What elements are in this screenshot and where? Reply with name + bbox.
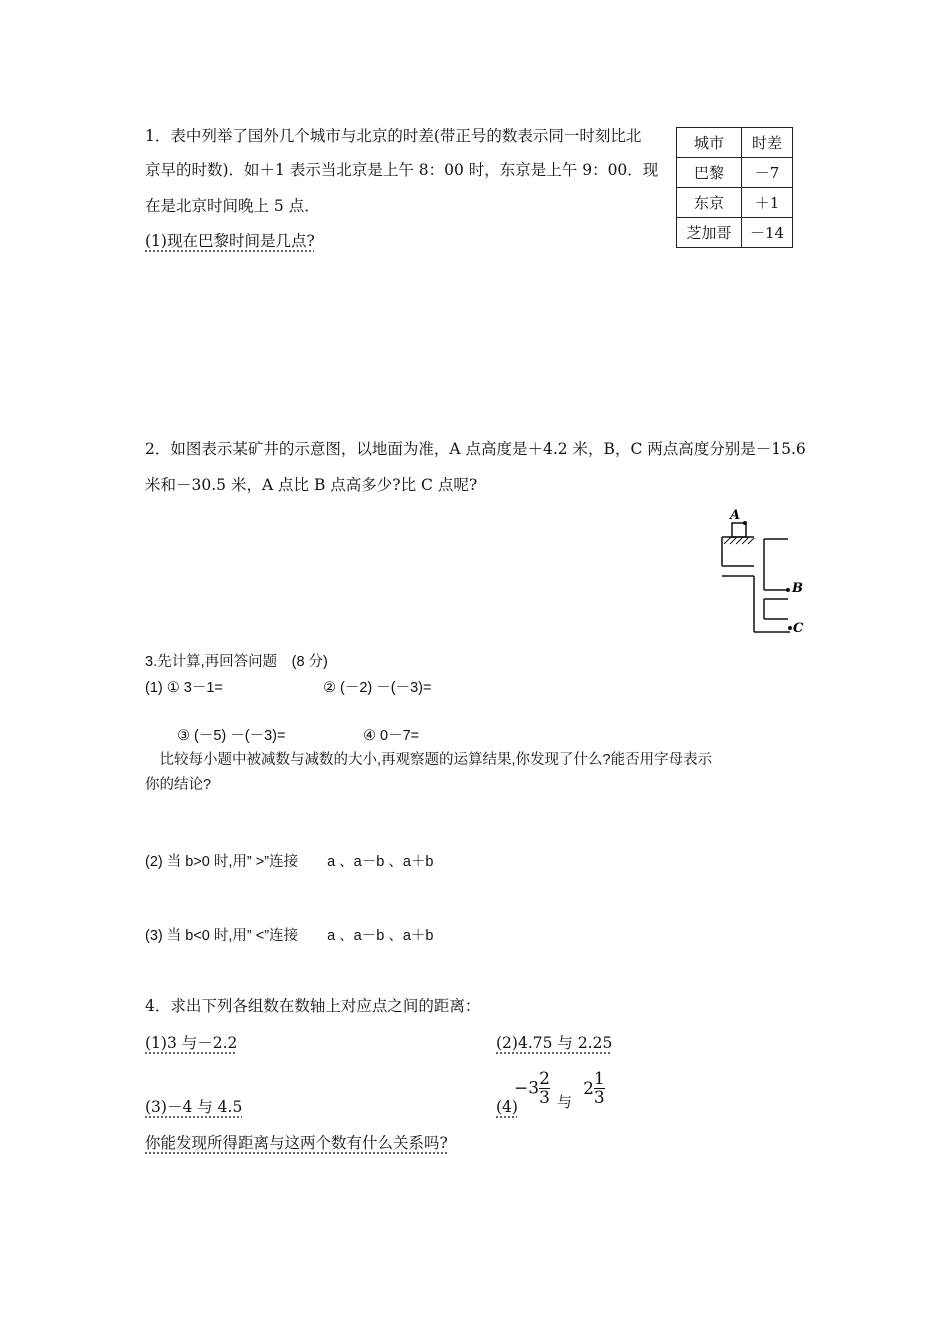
table-cell: 巴黎 bbox=[677, 158, 742, 188]
q3-row1-b: ② (－2) －(－3)= bbox=[323, 680, 432, 696]
mixed-fraction-expression bbox=[514, 1070, 605, 1112]
mixed1-denominator: 3 bbox=[539, 1088, 550, 1108]
q3-row1-a: (1) ① 3－1= bbox=[145, 680, 223, 696]
table-cell: 芝加哥 bbox=[677, 218, 742, 248]
mine-shaft-diagram bbox=[714, 506, 814, 636]
point-a bbox=[743, 521, 747, 525]
q4-part4-and: 与 bbox=[556, 1093, 572, 1111]
q3-title: 3.先计算,再回答问题 (8 分) bbox=[145, 654, 328, 670]
table-header-row bbox=[677, 128, 793, 158]
q3-row2-b: ④ 0－7= bbox=[363, 728, 420, 744]
q3-paragraph-line2: 你的结论? bbox=[145, 777, 212, 793]
point-c bbox=[788, 626, 792, 630]
point-b bbox=[786, 588, 790, 592]
table-row bbox=[677, 218, 793, 248]
table-cell: ＋1 bbox=[742, 188, 793, 218]
mixed2-denominator: 3 bbox=[593, 1088, 605, 1108]
label-b: B bbox=[792, 581, 803, 596]
mixed1-whole: −3 bbox=[514, 1078, 540, 1099]
q4-part1: (1)3 与－2.2 bbox=[145, 1034, 238, 1052]
q1-line1: 1．表中列举了国外几个城市与北京的时差(带正号的数表示同一时刻比北 bbox=[145, 127, 642, 145]
q4-part2: (2)4.75 与 2.25 bbox=[496, 1034, 613, 1052]
table-cell: －14 bbox=[742, 218, 793, 248]
time-difference-table bbox=[676, 127, 793, 248]
q3-row2-a: ③ (－5) －(－3)= bbox=[177, 728, 286, 744]
q1-sub1: (1)现在巴黎时间是几点? bbox=[145, 232, 315, 250]
table-row bbox=[677, 158, 793, 188]
mixed1-fraction bbox=[539, 1070, 550, 1107]
q3-paragraph-line1: 比较每小题中被减数与减数的大小,再观察题的运算结果,你发现了什么?能否用字母表示 bbox=[145, 752, 713, 768]
table-cell: 东京 bbox=[677, 188, 742, 218]
table-header-diff: 时差 bbox=[742, 128, 793, 158]
q4-part3: (3)－4 与 4.5 bbox=[145, 1098, 243, 1116]
q2-line1: 2．如图表示某矿井的示意图，以地面为准，A 点高度是＋4.2 米，B，C 两点高度分别是－15.6 bbox=[145, 440, 806, 458]
q1-line2: 京早的时数)．如＋1 表示当北京是上午 8：00 时，东京是上午 9：00．现 bbox=[145, 161, 659, 179]
q4-title: 4．求出下列各组数在数轴上对应点之间的距离： bbox=[145, 997, 481, 1015]
label-c: C bbox=[793, 621, 804, 636]
mixed2-fraction bbox=[594, 1070, 605, 1107]
table-header-city: 城市 bbox=[677, 128, 742, 158]
mixed1-numerator: 2 bbox=[539, 1069, 550, 1089]
q3-sub2: (2) 当 b>0 时,用” >”连接 a 、a－b 、a＋b bbox=[145, 854, 434, 870]
mixed2-numerator: 1 bbox=[593, 1069, 605, 1089]
mixed2-whole: 2 bbox=[583, 1078, 594, 1099]
table-cell: －7 bbox=[742, 158, 793, 188]
q4-part4: (4) bbox=[496, 1098, 518, 1116]
q4-final-question: 你能发现所得距离与这两个数有什么关系吗? bbox=[145, 1134, 448, 1152]
q2-line2: 米和－30.5 米，A 点比 B 点高多少?比 C 点呢? bbox=[145, 476, 478, 494]
table-row bbox=[677, 188, 793, 218]
q3-sub3: (3) 当 b<0 时,用” <”连接 a 、a－b 、a＋b bbox=[145, 928, 434, 944]
label-a: A bbox=[730, 508, 741, 523]
q1-line3: 在是北京时间晚上 5 点． bbox=[145, 197, 320, 215]
